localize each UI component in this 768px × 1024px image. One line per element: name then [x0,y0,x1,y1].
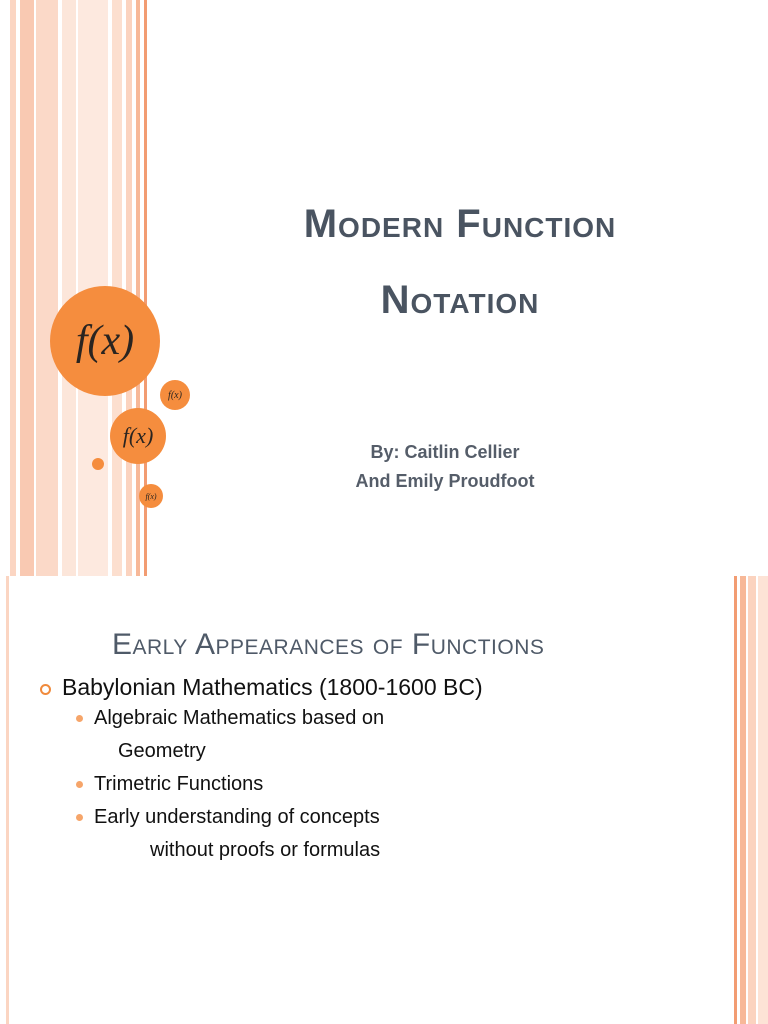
decorative-stripe [6,576,9,1024]
decorative-stripe [748,576,756,1024]
decorative-stripe [62,0,76,576]
decorative-stripe [734,576,737,1024]
fx-label: f(x) [168,389,182,401]
presentation-title [160,186,760,338]
decorative-stripe [36,0,58,576]
fx-label: f(x) [145,491,157,501]
decorative-stripe [20,0,34,576]
fx-circle-small-bottom [139,484,163,508]
slide-title: Early Appearances of Functions [112,628,545,661]
bullet-dot-icon [76,781,83,788]
decorative-stripe [126,0,132,576]
decorative-stripe [10,0,16,576]
fx-circle-tiny [92,458,104,470]
bullet-dot-icon [76,715,83,722]
sub-bullet-1-line-2: Geometry [118,740,206,762]
fx-circle-medium [110,408,166,464]
main-bullet-text: Babylonian Mathematics (1800-1600 BC) [62,674,483,700]
title-line-2: Notation [380,278,540,322]
sub-bullet-1-line-1: Algebraic Mathematics based on [94,707,385,729]
sub-bullet-2-line-1: Trimetric Functions [94,773,264,795]
author-line-2: And Emily Proudfoot [355,471,535,491]
decorative-stripe [758,576,768,1024]
bullet-dot-icon [76,814,83,821]
title-line-1: Modern Function [303,202,617,246]
fx-circle-small [160,380,190,410]
authors-block [240,438,650,496]
sub-bullet-3-line-1: Early understanding of concepts [94,806,380,828]
fx-label: f(x) [122,423,154,448]
fx-circle-large [50,286,160,396]
author-line-1: By: Caitlin Cellier [370,442,520,462]
bullet-ring-icon [40,684,51,695]
fx-label: f(x) [75,318,135,364]
decorative-stripe [740,576,746,1024]
sub-bullet-3-line-2: without proofs or formulas [150,839,381,861]
